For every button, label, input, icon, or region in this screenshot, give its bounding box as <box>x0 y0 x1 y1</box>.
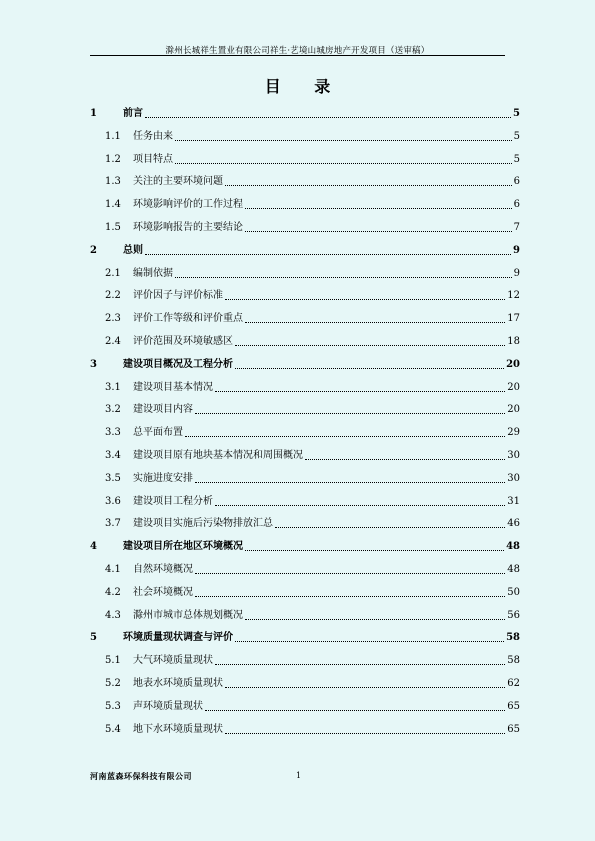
toc-entry-page: 9 <box>513 244 520 256</box>
toc-entry-label: 环境质量现状调查与评价 <box>123 632 233 644</box>
toc-entry-number: 3 <box>90 358 97 370</box>
toc-entry-page: 6 <box>513 176 520 188</box>
toc-dot-leader <box>145 254 511 255</box>
toc-dot-leader <box>215 505 505 506</box>
toc-entry-page: 30 <box>507 450 520 461</box>
toc-entry-label: 总平面布置 <box>133 427 183 439</box>
toc-section-entry[interactable] <box>90 150 520 166</box>
toc-chapter-entry[interactable] <box>90 104 520 120</box>
toc-dot-leader <box>195 573 505 574</box>
toc-entry-label: 建设项目概况及工程分析 <box>123 358 233 370</box>
toc-section-entry[interactable] <box>90 606 520 622</box>
toc-section-entry[interactable] <box>90 720 520 736</box>
toc-dot-leader <box>225 299 505 300</box>
toc-entry-page: 5 <box>513 130 520 142</box>
toc-dot-leader <box>145 117 511 118</box>
toc-entry-page: 29 <box>507 427 520 439</box>
toc-entry-number: 5.4 <box>105 723 121 735</box>
toc-entry-page: 56 <box>507 609 520 621</box>
toc-entry-label: 社会环境概况 <box>133 586 193 598</box>
toc-entry-page: 20 <box>507 404 520 416</box>
toc-chapter-entry[interactable] <box>90 537 520 553</box>
toc-entry-number: 4.1 <box>105 564 121 575</box>
toc-entry-number: 5.1 <box>105 655 121 667</box>
toc-dot-leader <box>215 664 505 665</box>
toc-entry-page: 62 <box>507 678 520 689</box>
toc-entry-page: 65 <box>507 723 520 735</box>
toc-entry-number: 4.3 <box>105 609 121 621</box>
toc-section-entry[interactable] <box>90 583 520 599</box>
toc-entry-page: 48 <box>506 541 520 553</box>
toc-dot-leader <box>245 322 505 323</box>
toc-section-entry[interactable] <box>90 195 520 211</box>
toc-entry-page: 30 <box>507 472 520 484</box>
toc-entry-number: 2.4 <box>105 336 121 347</box>
toc-dot-leader <box>195 596 505 597</box>
toc-entry-label: 评价因子与评价标准 <box>133 290 223 302</box>
toc-entry-page: 5 <box>513 108 520 119</box>
toc-entry-label: 环境影响报告的主要结论 <box>133 222 243 233</box>
toc-entry-number: 3.5 <box>105 472 121 484</box>
toc-dot-leader <box>275 527 505 528</box>
toc-entry-number: 5 <box>90 632 97 644</box>
toc-entry-number: 2.3 <box>105 313 121 325</box>
toc-entry-number: 2.1 <box>105 267 121 279</box>
toc-entry-label: 总则 <box>123 244 143 256</box>
toc-entry-label: 项目特点 <box>133 153 173 165</box>
toc-section-entry[interactable] <box>90 469 520 485</box>
toc-entry-number: 3.4 <box>105 450 121 461</box>
toc-dot-leader <box>245 550 504 551</box>
toc-dot-leader <box>195 413 505 414</box>
toc-entry-page: 58 <box>506 632 520 644</box>
toc-entry-page: 20 <box>507 381 520 393</box>
toc-section-entry[interactable] <box>90 264 520 280</box>
toc-section-entry[interactable] <box>90 218 520 234</box>
toc-entry-number: 1.1 <box>105 130 121 142</box>
toc-dot-leader <box>245 619 505 620</box>
toc-section-entry[interactable] <box>90 514 520 530</box>
toc-dot-leader <box>175 163 512 164</box>
toc-entry-page: 58 <box>507 655 520 667</box>
toc-entry-page: 18 <box>507 336 520 347</box>
toc-dot-leader <box>175 140 512 141</box>
toc-chapter-entry[interactable] <box>90 628 520 644</box>
toc-dot-leader <box>225 687 505 688</box>
toc-dot-leader <box>245 208 512 209</box>
toc-chapter-entry[interactable] <box>90 355 520 371</box>
toc-entry-label: 评价范围及环境敏感区 <box>133 336 233 347</box>
toc-entry-label: 建设项目原有地块基本情况和周围概况 <box>133 450 303 461</box>
toc-section-entry[interactable] <box>90 127 520 143</box>
toc-entry-number: 4 <box>90 541 97 553</box>
toc-entry-label: 滁州市城市总体规划概况 <box>133 609 243 621</box>
toc-entry-label: 建设项目所在地区环境概况 <box>123 541 243 553</box>
toc-dot-leader <box>245 231 512 232</box>
footer-page-number: 1 <box>296 771 302 780</box>
toc-entry-number: 3.3 <box>105 427 121 439</box>
toc-entry-label: 任务由来 <box>133 130 173 142</box>
toc-entry-label: 前言 <box>123 108 143 119</box>
toc-section-entry[interactable] <box>90 492 520 508</box>
toc-entry-number: 1.2 <box>105 153 121 165</box>
toc-section-entry[interactable] <box>90 286 520 302</box>
toc-entry-label: 编制依据 <box>133 267 173 279</box>
toc-entry-page: 9 <box>513 267 520 279</box>
toc-entry-label: 建设项目实施后污染物排放汇总 <box>133 518 273 530</box>
toc-entry-label: 自然环境概况 <box>133 564 193 575</box>
toc-entry-number: 1.4 <box>105 199 121 211</box>
toc-dot-leader <box>305 459 505 460</box>
toc-dot-leader <box>225 733 505 734</box>
toc-entry-page: 17 <box>507 313 520 325</box>
toc-dot-leader <box>215 391 505 392</box>
toc-section-entry[interactable] <box>90 674 520 690</box>
toc-entry-number: 4.2 <box>105 586 121 598</box>
toc-dot-leader <box>235 345 505 346</box>
toc-entry-page: 5 <box>513 153 520 165</box>
toc-entry-number: 1 <box>90 108 97 119</box>
toc-entry-number: 1.3 <box>105 176 121 188</box>
toc-entry-label: 大气环境质量现状 <box>133 655 213 667</box>
toc-entry-number: 5.3 <box>105 700 121 712</box>
toc-section-entry[interactable] <box>90 172 520 188</box>
toc-entry-page: 7 <box>513 222 520 233</box>
toc-entry-label: 实施进度安排 <box>133 472 193 484</box>
toc-dot-leader <box>185 436 505 437</box>
footer-company: 河南蓝森环保科技有限公司 <box>90 771 192 781</box>
toc-section-entry[interactable] <box>90 560 520 576</box>
toc-section-entry[interactable] <box>90 378 520 394</box>
toc-entry-page: 6 <box>513 199 520 211</box>
toc-entry-number: 5.2 <box>105 678 121 689</box>
toc-section-entry[interactable] <box>90 697 520 713</box>
toc-section-entry[interactable] <box>90 423 520 439</box>
toc-section-entry[interactable] <box>90 446 520 462</box>
toc-chapter-entry[interactable] <box>90 241 520 257</box>
toc-section-entry[interactable] <box>90 309 520 325</box>
toc-entry-number: 2.2 <box>105 290 121 302</box>
toc-section-entry[interactable] <box>90 332 520 348</box>
toc-entry-label: 环境影响评价的工作过程 <box>133 199 243 211</box>
toc-entry-page: 65 <box>507 700 520 712</box>
toc-dot-leader <box>235 368 504 369</box>
toc-entry-page: 20 <box>506 358 520 370</box>
toc-entry-number: 3.1 <box>105 381 121 393</box>
toc-entry-label: 评价工作等级和评价重点 <box>133 313 243 325</box>
toc-entry-number: 3.6 <box>105 495 121 507</box>
toc-entry-number: 1.5 <box>105 222 121 233</box>
toc-entry-page: 48 <box>507 564 520 575</box>
toc-entry-number: 3.7 <box>105 518 121 530</box>
toc-entry-label: 地下水环境质量现状 <box>133 723 223 735</box>
toc-entry-page: 46 <box>507 518 520 530</box>
toc-entry-label: 建设项目基本情况 <box>133 381 213 393</box>
toc-entry-label: 声环境质量现状 <box>133 700 203 712</box>
toc-dot-leader <box>175 277 512 278</box>
toc-section-entry[interactable] <box>90 651 520 667</box>
page-title: 目 录 <box>264 77 345 96</box>
toc-dot-leader <box>205 710 505 711</box>
toc-dot-leader <box>225 185 512 186</box>
toc-entry-number: 3.2 <box>105 404 121 416</box>
toc-dot-leader <box>235 641 504 642</box>
toc-entry-number: 2 <box>90 244 97 256</box>
toc-entry-label: 建设项目内容 <box>133 404 193 416</box>
toc-entry-label: 地表水环境质量现状 <box>133 678 223 689</box>
toc-entry-page: 50 <box>507 586 520 598</box>
toc-entry-page: 12 <box>507 290 520 302</box>
toc-entry-page: 31 <box>507 495 520 507</box>
toc-section-entry[interactable] <box>90 400 520 416</box>
toc-entry-label: 关注的主要环境问题 <box>133 176 223 188</box>
running-header: 滁州长城祥生置业有限公司祥生·艺境山城房地产开发项目（送审稿） <box>165 46 430 56</box>
toc-entry-label: 建设项目工程分析 <box>133 495 213 507</box>
toc-dot-leader <box>195 482 505 483</box>
